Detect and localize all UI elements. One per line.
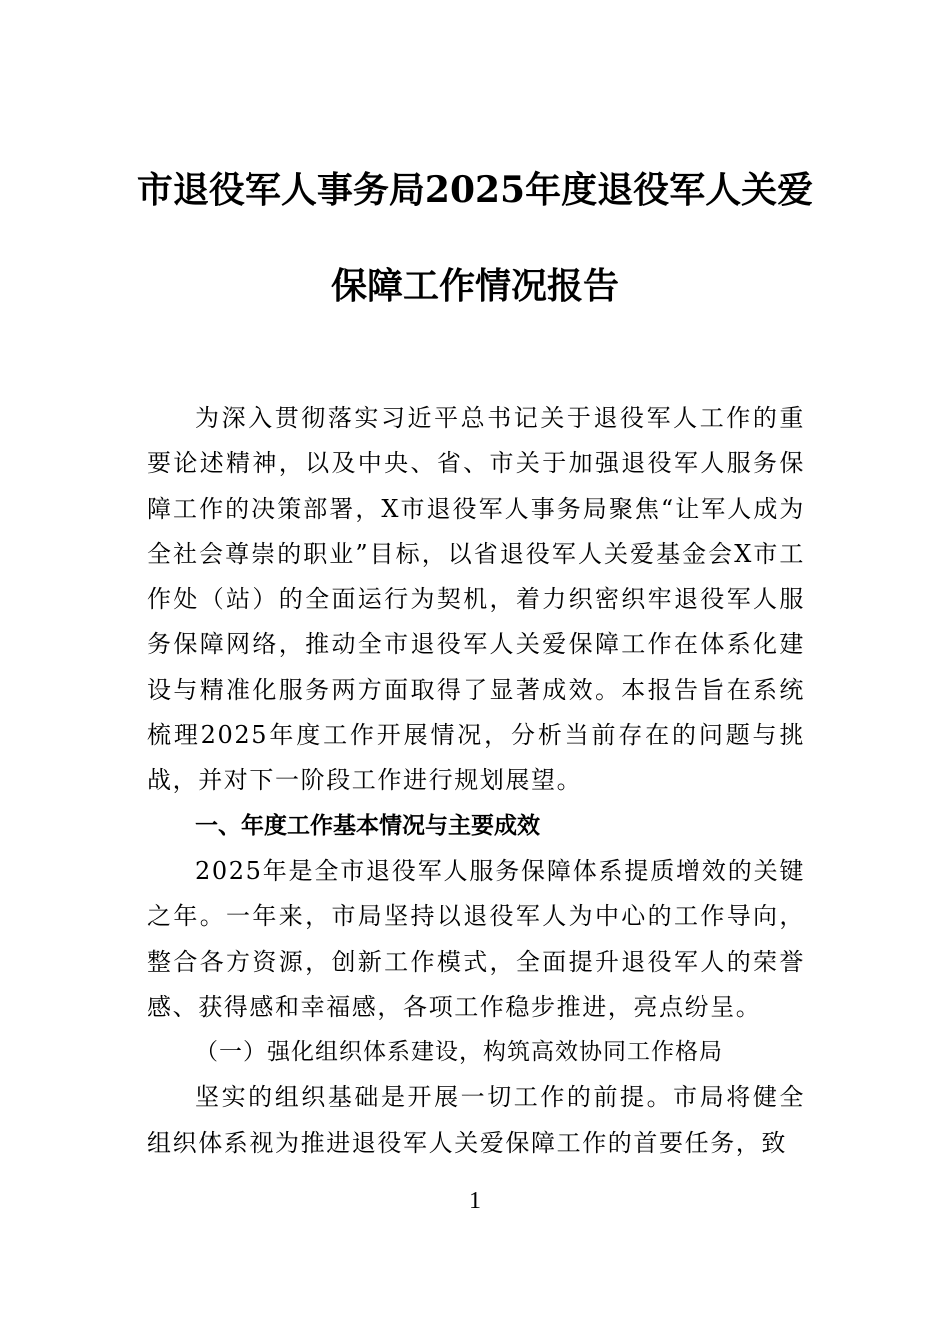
document-title-line-1: 市退役军人事务局2025年度退役军人关爱 [136, 169, 814, 211]
document-body [147, 396, 805, 1166]
subsection-heading-1: （一）强化组织体系建设，构筑高效协同工作格局 [195, 1039, 723, 1066]
intro-paragraph: 为深入贯彻落实习近平总书记关于退役军人工作的重要论述精神，以及中央、省、市关于加强退役军人服务保障工作的决策部署，X市退役军人事务局聚焦“让军人成为全社会尊崇的职业”目标，以省退役军人关爱基金会X市工作处（站）的全面运行为契机，着力织密织牢退役军人服务保障网络，推动全市退役军人关爱保障工作在体系化建设与精准化服务两方面取得了显著成效。本报告旨在系统梳理2025年度工作开展情况，分析当前存在的问题与挑战，并对下一阶段工作进行规划展望。 [147, 404, 805, 795]
page-number: 1 [469, 1188, 481, 1214]
subsection-1-paragraph: 坚实的组织基础是开展一切工作的前提。市局将健全组织体系视为推进退役军人关爱保障工作的首要任务，致 [147, 1083, 805, 1157]
section-1-paragraph: 2025年是全市退役军人服务保障体系提质增效的关键之年。一年来，市局坚持以退役军人为中心的工作导向，整合各方资源，创新工作模式，全面提升退役军人的荣誉感、获得感和幸福感，各项工作稳步推进，亮点纷呈。 [147, 856, 805, 1021]
document-title-line-2: 保障工作情况报告 [330, 265, 619, 307]
section-heading-1: 一、年度工作基本情况与主要成效 [195, 812, 540, 839]
